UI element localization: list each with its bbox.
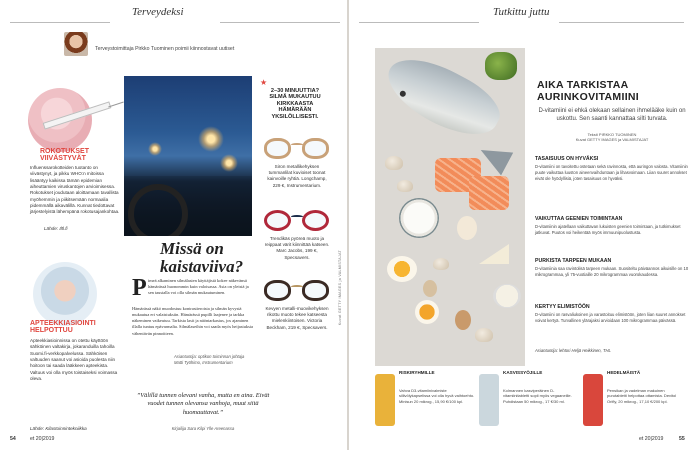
street-light	[148, 142, 162, 156]
glasses-bridge	[291, 285, 303, 288]
night-driving-photo	[124, 76, 252, 236]
cheese-wedge	[479, 244, 509, 264]
salmon-fillet	[469, 176, 509, 210]
glasses-product-3	[262, 276, 332, 304]
brief1-body: Influenssarokotteiden tuotanto on viivästynyt, ja pikku WHO:n mitoissa lisääntyy kaikissa tämän epidemian aiheuttamien viruskantojen arvioimisessa. Rokotukset joudutaan aloittamaan tavallista myöhemmin ja piikitsemään normaalia pidemmällä aikavälillä. Kunnat tiedottavat järjestelyistä lähempänä rokotusajankohtaa.	[30, 165, 120, 215]
egg-yolk	[415, 300, 439, 324]
mushroom	[475, 328, 493, 342]
section-title: Tutkittu juttu	[493, 6, 550, 18]
header-rule	[559, 22, 684, 23]
glasses-lens	[264, 280, 291, 301]
brief1-heading: ROKOTUKSET VIIVÄSTYVÄT	[40, 148, 89, 163]
page-number: 54	[10, 436, 16, 442]
author-avatar	[64, 32, 88, 56]
glasses-lens	[302, 138, 329, 159]
glasses-product-2	[262, 206, 332, 234]
product-description: Kolmannen kasviperäinen D-vitamiinitabletti sopii myös vegaaneille. Puhdistaan 50 mikrog., 17 €/30 ml.	[503, 388, 572, 404]
pharmacy-photo	[33, 262, 97, 326]
section-credit: Asiantuntija: lehtori Heljä Heikkinen, THL	[535, 348, 611, 353]
author-line: Terveystoimittaja Pirkko Tuominen poimii kiinnostavat uutiset	[95, 46, 235, 52]
product-description: Vahva D3-vitamiinivalmiste sillivölykapselissa voi olla hyvä vaihtoehto. Minisun 20 mikrog., 15,90 €/100 kpl.	[399, 388, 475, 404]
section-heading: TASAISUUS ON HYVÄKSI	[535, 156, 599, 162]
article-headline: Missä on kaistaviiva?	[160, 239, 244, 276]
section-body: D-vitamiinin ajatellaan vaikuttavan lukuisten geenien toimintaan, ja tutkimukset jatkuvat. Puutos voi heikentää myös immuunipuolustusta.	[535, 224, 681, 235]
vitamin-bottle	[479, 374, 499, 426]
mushroom	[433, 258, 449, 270]
magazine-issue: et 20|2019	[639, 436, 664, 442]
product-card	[583, 368, 683, 436]
product-name: HEDELMÄISTÄ	[607, 370, 641, 375]
fish-eye	[399, 90, 407, 98]
yogurt-bowl	[493, 284, 521, 308]
star-icon: ★	[260, 78, 268, 87]
glasses-caption-3: Kevyen metalli-muovikehyksen rikottu muoto tekee katseesta mielenkiintoisen. Victoria Beckham, 219 €, Specsavers.	[265, 306, 329, 330]
article-body: Hämärässä näkö muodostuu kontrastieroista ja silmän kyvystä mukautua eri valaistuksiin. Hämärässä pupilli laajenee ja tarkka näkeminen vaikeutuu. Tarkista lasit ja näöntarkastus, jos ajaminen illalla tuntuu epävarmalta. Silmälaseihin voi saada myös heijastuksia vähentävän pinnoitteen.	[132, 306, 253, 336]
right-page	[349, 0, 696, 450]
street-light	[220, 154, 238, 172]
pull-quote: ”Välillä tunnen olevani vanha, mutta en aina. Eivät vuodet tunnen olevansa vanhoja, muut siitä huomauttavat.”	[136, 392, 270, 416]
egg	[423, 280, 437, 297]
fried-egg	[387, 256, 417, 282]
glasses-product-1	[262, 134, 332, 162]
header-rule	[220, 22, 340, 23]
vitamin-d-food-photo	[375, 48, 525, 366]
glasses-lens	[264, 138, 291, 159]
brief1-source: Lähde: Iltl.fi	[44, 226, 68, 231]
article-credit: Asiantuntija: optikon toiminnan johtaja Matti Työhimo, Instrumentarium	[174, 354, 245, 365]
egg	[457, 216, 477, 240]
street-light	[198, 126, 224, 152]
section-body: D-vitamiinia saa ravintolisä tarpeen mukaan. Suositeltu päiväannos aikuisille on 10 mikrogrammaa, yli 75-vuotiaille 20 mikrogrammaa vuorokaudessa.	[535, 266, 689, 277]
product-name: KASVISSYÖJILLE	[503, 370, 543, 375]
page-number: 55	[679, 436, 685, 442]
herb-garnish	[485, 52, 517, 80]
brief2-body: Apteekkiasioinnissa on otettu käyttöön sähköinen valtakirja, jokaranduilla tahoilla Suomi.fi-verkkopalvelussa. Sähköisen valtuuden saanut voi asioida puolesta niin hoitoon tai saada lääkkeen apteekista. Valtuus voi olla myös toistaiseksi voimassa oleva.	[30, 338, 118, 381]
glasses-caption-2: Trendikäs pyöreä muoto ja reippaat värit kiinnittää katseen. Marc Jacobs, 199 €, Specsavers.	[264, 236, 330, 260]
brief2-source: Lähde: Kilastoinnintekniikka	[30, 426, 87, 431]
magazine-issue: et 20|2019	[30, 436, 55, 442]
photo-credit: Kuvat GETTY IMAGES ja VALMISTAJAT	[338, 250, 342, 326]
quote-credit: Kirjailija Sara Kilpi Ylle Areenassa	[171, 426, 235, 431]
section-heading: PURKISTA TARPEEN MUKAAN	[535, 258, 612, 264]
product-strip	[375, 368, 685, 436]
glasses-lens	[302, 280, 329, 301]
article-lead: D-vitamiini ei ehkä olekaan sellainen ihmelääke kuin on uskottu. Sen saanti kannattaa silti turvata.	[538, 108, 686, 122]
product-description: Pensikan ja vadelman makuinen purutabletti helpottaa ottamista. Devitol Orifly, 20 mikrog., 17,10 €/200 kpl.	[607, 388, 677, 404]
header-rule	[10, 22, 110, 23]
steering-wheel	[128, 184, 188, 236]
article-intro: imeä alkaminen silmälasien käyttäjistä kokee näkevänsä hämärässä huonommin kuin valoisassa. Asia on yleistä ja sen taustalla voi olla silmän mukautuminen.	[148, 278, 249, 296]
mushroom	[397, 180, 413, 192]
glasses-bridge	[291, 215, 303, 218]
brown-egg	[455, 310, 471, 330]
product-name: RISKIRYHMILLE	[399, 370, 435, 375]
glasses-lens	[264, 210, 291, 231]
needle-icon	[108, 102, 124, 108]
drop-cap: P	[132, 275, 147, 301]
article-title: AIKA TARKISTAA AURINKOVITAMIINI	[537, 79, 640, 103]
glasses-bridge	[291, 143, 303, 146]
header-rule	[359, 22, 479, 23]
section-body: D-vitamiini on rasvaliukoinen ja varastoituu elimistöön, joten liian suuret annokset voivat kertyä. Turvallinen ylärajaksi arvioidaan 100 mikrogrammaa päivässä.	[535, 312, 686, 323]
product-card	[479, 368, 579, 436]
vitamin-bottle	[375, 374, 395, 426]
glasses-caption-1: Siron metallikehyksen tummanlilat kuvioiset toonat kainvoille ryhtiä. Longchamp, 229 €, Instrumentarium.	[267, 164, 327, 188]
cottage-cheese	[399, 198, 439, 238]
section-heading: KERTYY ELIMISTÖÖN	[535, 304, 590, 310]
brief2-heading: APTEEKKIASIOINTI HELPOTTUU	[30, 320, 96, 335]
glasses-tip: 2–30 MINUUTTIA? SILMÄ MUKAUTUU KIRKKAASTA HÄMÄRÄÄN YKSILÖLLISESTI.	[269, 88, 321, 120]
left-page	[0, 0, 347, 450]
product-card	[375, 368, 475, 436]
section-title: Terveydeksi	[132, 6, 184, 18]
article-byline: Teksti PIRKKO TUOMINEN Kuvat GETTY IMAGES ja VALMISTAJAT	[575, 132, 649, 143]
glasses-lens	[302, 210, 329, 231]
section-heading: VAIKUTTAA GEENIEN TOIMINTAAN	[535, 216, 623, 222]
vitamin-box	[583, 374, 603, 426]
mushroom	[385, 156, 403, 170]
section-body: D-vitamiini on tavoitettu ostetaan sekä ravinnosta, että auringon valosta. Vitamiinin puute vaikuttaa luuston aineenvaihduntaan ja lihasvoimaan. Liian suuret annokset eivät ole hyödyllisiä, joten tasaisuus on hyväksi.	[535, 164, 688, 181]
